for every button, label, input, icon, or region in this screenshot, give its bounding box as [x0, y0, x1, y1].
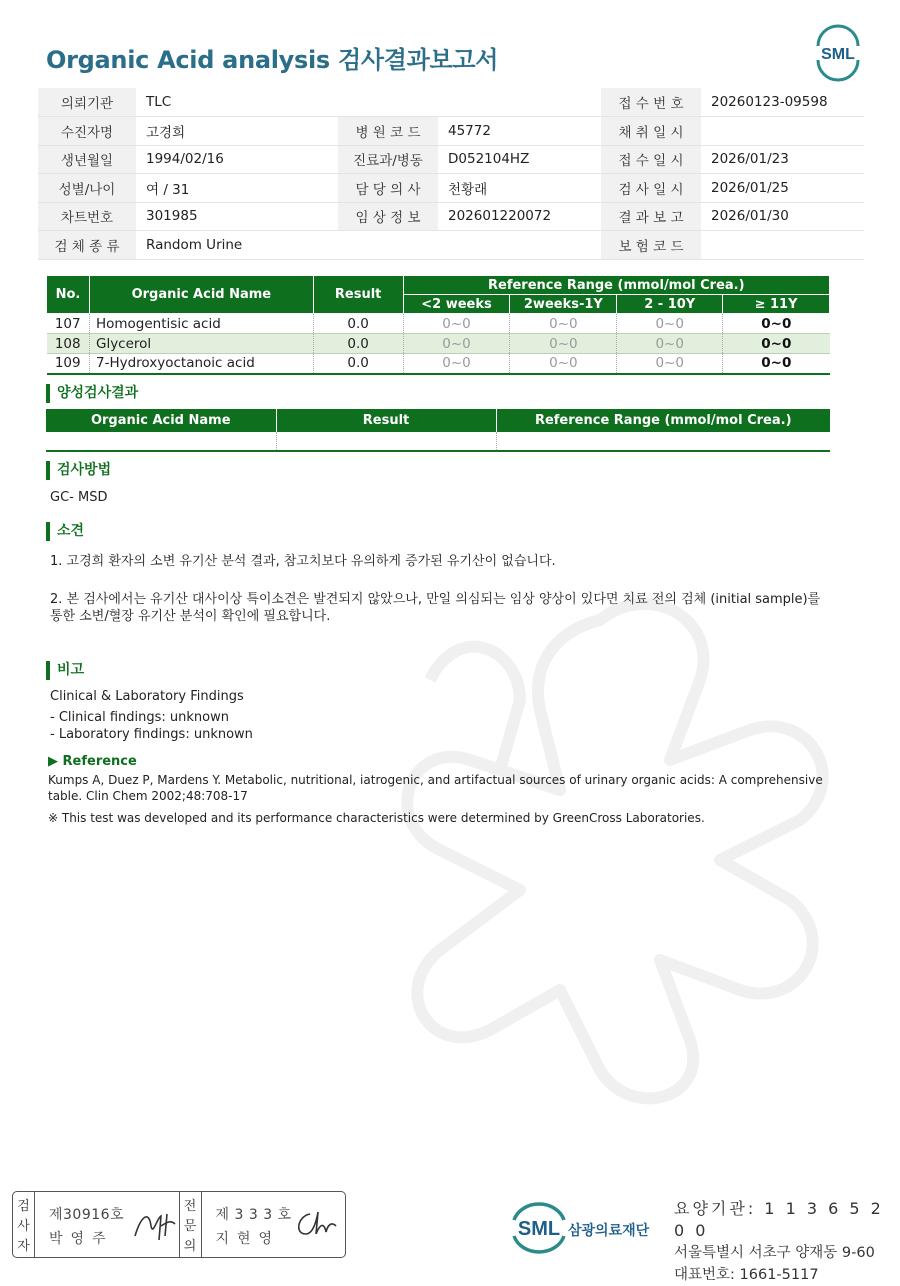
test-date-value: 2026/01/25 — [701, 174, 864, 203]
col-name: Organic Acid Name — [89, 276, 313, 314]
sex-age-label: 성별/나이 — [38, 174, 136, 203]
table-row — [47, 334, 830, 354]
col-no: No. — [47, 276, 90, 314]
insurance-value — [701, 231, 864, 260]
col-range-2-10y: 2 - 10Y — [617, 295, 723, 314]
remark-section-title: 비고 — [46, 661, 84, 680]
row-no: 108 — [47, 334, 90, 354]
reference-line-2: table. Clin Chem 2002;48:708-17 — [48, 789, 248, 803]
inspector-signature-icon — [131, 1206, 181, 1246]
opinion-paragraph-1: 1. 고경희 환자의 소변 유기산 분석 결과, 참고치보다 유의하게 증가된 유기산이 없습니다. — [50, 554, 556, 569]
remark-lab-findings: - Laboratory findings: unknown — [50, 727, 253, 742]
row-r4: 0~0 — [761, 315, 792, 332]
row-name: 7-Hydroxyoctanoic acid — [89, 354, 313, 374]
clinical-label: 임 상 정 보 — [338, 202, 438, 231]
patient-label: 수진자명 — [38, 117, 136, 146]
opinion-paragraph-2a: 2. 본 검사에서는 유기산 대사이상 특이소견은 발견되지 않았으나, 만일 의심되는 임상 양상이 있다면 치료 전의 검체 (initial sample)를 — [50, 592, 821, 607]
sml-logo-text: SML — [821, 46, 855, 63]
sml-logo-icon — [812, 28, 864, 76]
hospital-code-label: 병 원 코 드 — [338, 117, 438, 146]
specialist-cell — [202, 1192, 346, 1257]
footer-code-line: 요양기관: 1 1 3 6 5 2 0 0 — [674, 1199, 884, 1240]
table-row — [47, 354, 830, 374]
reference-title: ▶ Reference — [48, 754, 137, 769]
specialist-signature-icon — [290, 1204, 340, 1244]
dob-value: 1994/02/16 — [136, 145, 338, 174]
collect-date-label: 채 취 일 시 — [601, 117, 701, 146]
footer-logo-icon — [510, 1198, 660, 1258]
patient-info-table — [38, 88, 864, 260]
receipt-date-label: 접 수 일 시 — [601, 145, 701, 174]
row-r1: 0~0 — [403, 354, 510, 374]
disclaimer-note: ※ This test was developed and its performance characteristics were determined by GreenCross Laboratories. — [48, 811, 705, 825]
row-r2: 0~0 — [510, 354, 617, 374]
footer-info — [674, 1198, 900, 1286]
watermark-cross-logo — [370, 560, 890, 1120]
col-range-under-2w: <2 weeks — [403, 295, 510, 314]
inspector-name: 박영주 — [49, 1231, 114, 1247]
row-no: 107 — [47, 314, 90, 334]
footer-phone: 대표번호: 1661-5117 — [674, 1267, 819, 1283]
specimen-label: 검 체 종 류 — [38, 231, 136, 260]
pos-col-range: Reference Range (mmol/mol Crea.) — [496, 409, 830, 432]
specialist-name: 지현영 — [215, 1231, 281, 1247]
clinical-value: 202601220072 — [438, 202, 601, 231]
method-section-title: 검사방법 — [46, 461, 111, 480]
specialist-char: 의 — [183, 1239, 197, 1255]
doctor-value: 천황래 — [438, 174, 601, 203]
row-r2: 0~0 — [510, 334, 617, 354]
receipt-no-label: 접 수 번 호 — [601, 88, 701, 117]
remark-findings-title: Clinical & Laboratory Findings — [50, 689, 244, 704]
pos-empty-row — [46, 432, 830, 451]
opinion-paragraph-2b: 통한 소변/혈장 유기산 분석이 확인에 필요합니다. — [50, 609, 331, 624]
doctor-label: 담 당 의 사 — [338, 174, 438, 203]
result-table — [46, 275, 830, 375]
patient-value: 고경희 — [136, 117, 338, 146]
specialist-vertical-label — [180, 1192, 202, 1257]
insurance-label: 보 험 코 드 — [601, 231, 701, 260]
col-range-2w-1y: 2weeks-1Y — [510, 295, 617, 314]
chart-no-value: 301985 — [136, 202, 338, 231]
row-r4: 0~0 — [761, 355, 792, 372]
pos-col-name: Organic Acid Name — [46, 409, 276, 432]
row-r1: 0~0 — [403, 314, 510, 334]
row-name: Homogentisic acid — [89, 314, 313, 334]
row-result: 0.0 — [313, 334, 403, 354]
row-r4: 0~0 — [723, 334, 830, 354]
row-no: 109 — [47, 354, 90, 374]
sex-age-value: 여 / 31 — [136, 174, 338, 203]
report-date-label: 결 과 보 고 — [601, 202, 701, 231]
receipt-date-value: 2026/01/23 — [701, 145, 864, 174]
specialist-char: 문 — [183, 1218, 197, 1234]
collect-date-value — [701, 117, 864, 146]
opinion-section-title: 소견 — [46, 522, 84, 541]
specimen-value: Random Urine — [136, 231, 338, 260]
footer-logo-text: SML — [517, 1218, 561, 1240]
agency-value: TLC — [136, 88, 338, 117]
inspector-license: 제30916호 — [49, 1207, 125, 1223]
row-r3: 0~0 — [617, 314, 723, 334]
footer-address: 서울특별시 서초구 양재동 9-60 — [674, 1245, 875, 1261]
table-row — [47, 314, 830, 334]
row-r3: 0~0 — [617, 334, 723, 354]
col-result: Result — [313, 276, 403, 314]
signature-box — [12, 1191, 346, 1258]
specialist-license: 제 3 3 3 호 — [215, 1207, 292, 1223]
dept-value: D052104HZ — [438, 145, 601, 174]
inspector-char: 검 — [17, 1198, 30, 1214]
footer-org-name: 삼광의료재단 — [568, 1223, 650, 1239]
positive-section-title: 양성검사결과 — [46, 384, 138, 403]
row-r1: 0~0 — [403, 334, 510, 354]
row-result: 0.0 — [313, 354, 403, 374]
inspector-char: 자 — [17, 1239, 30, 1255]
agency-label: 의뢰기관 — [38, 88, 136, 117]
specialist-char: 전 — [183, 1198, 197, 1214]
inspector-char: 사 — [17, 1218, 30, 1234]
row-result: 0.0 — [313, 314, 403, 334]
pos-col-result: Result — [276, 409, 496, 432]
test-date-label: 검 사 일 시 — [601, 174, 701, 203]
col-range: Reference Range (mmol/mol Crea.) — [403, 276, 829, 295]
row-name: Glycerol — [89, 334, 313, 354]
inspector-vertical-label — [13, 1192, 35, 1257]
receipt-no-value: 20260123-09598 — [701, 88, 864, 117]
method-text: GC- MSD — [50, 490, 108, 505]
dob-label: 생년월일 — [38, 145, 136, 174]
remark-clinical-findings: - Clinical findings: unknown — [50, 710, 229, 725]
positive-result-table — [46, 409, 830, 452]
row-r2: 0~0 — [510, 314, 617, 334]
report-date-value: 2026/01/30 — [701, 202, 864, 231]
chart-no-label: 차트번호 — [38, 202, 136, 231]
col-range-11y-plus: ≥ 11Y — [723, 295, 830, 314]
hospital-code-value: 45772 — [438, 117, 601, 146]
dept-label: 진료과/병동 — [338, 145, 438, 174]
report-title: Organic Acid analysis 검사결과보고서 — [46, 46, 499, 74]
reference-line-1: Kumps A, Duez P, Mardens Y. Metabolic, nutritional, iatrogenic, and artifactual sources of urinary organic acids: A comprehensive — [48, 773, 823, 787]
row-r3: 0~0 — [617, 354, 723, 374]
inspector-cell — [35, 1192, 180, 1257]
